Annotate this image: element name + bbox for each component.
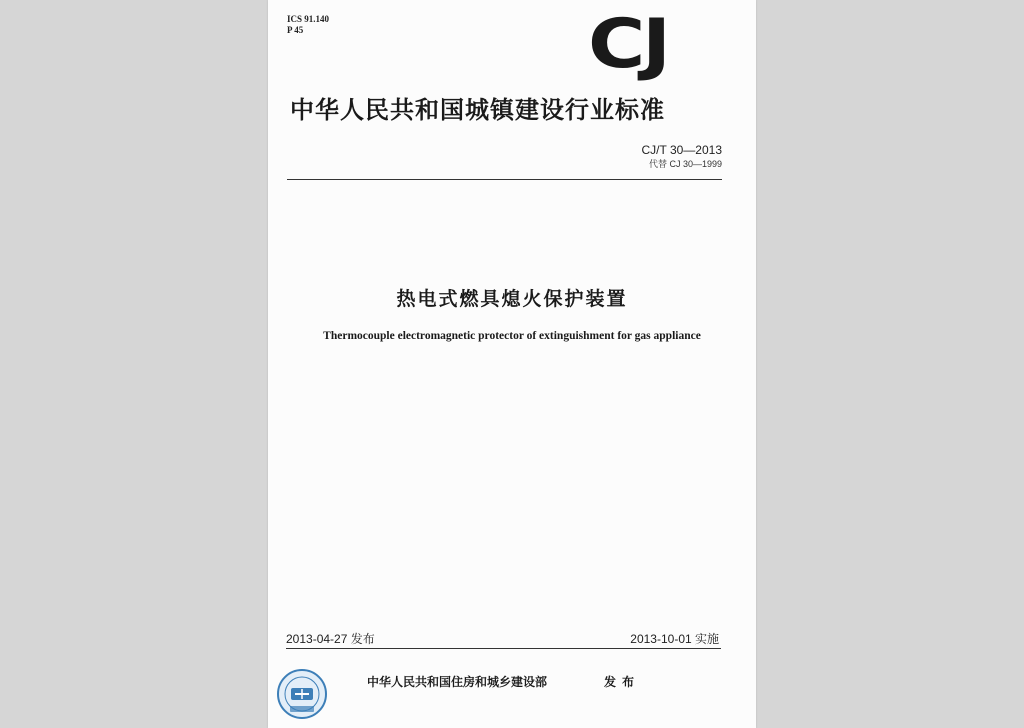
document-title-chinese: 热电式燃具熄火保护装置 [396,288,628,310]
publisher-name: 中华人民共和国住房和城乡建设部 [367,675,548,689]
standard-code: CJ/T 30—2013 [641,143,722,157]
ics-code: ICS 91.140 [287,14,330,24]
classification-block [287,14,329,36]
replaces-note: 代替 CJ 30—1999 [648,159,722,169]
cj-logo: CJ [588,5,668,84]
bottom-divider [286,648,721,649]
implement-date: 2013-10-01 实施 [630,632,719,646]
standard-category: 中华人民共和国城镇建设行业标准 [290,96,665,124]
issue-date: 2013-04-27 发布 [286,632,375,646]
top-divider [287,179,722,180]
publish-label: 发布 [604,675,641,689]
class-code: P 45 [287,25,304,35]
document-title-english: Thermocouple electromagnetic protector of extinguishment for gas appliance [323,330,701,342]
publisher-seal-icon [276,668,328,720]
